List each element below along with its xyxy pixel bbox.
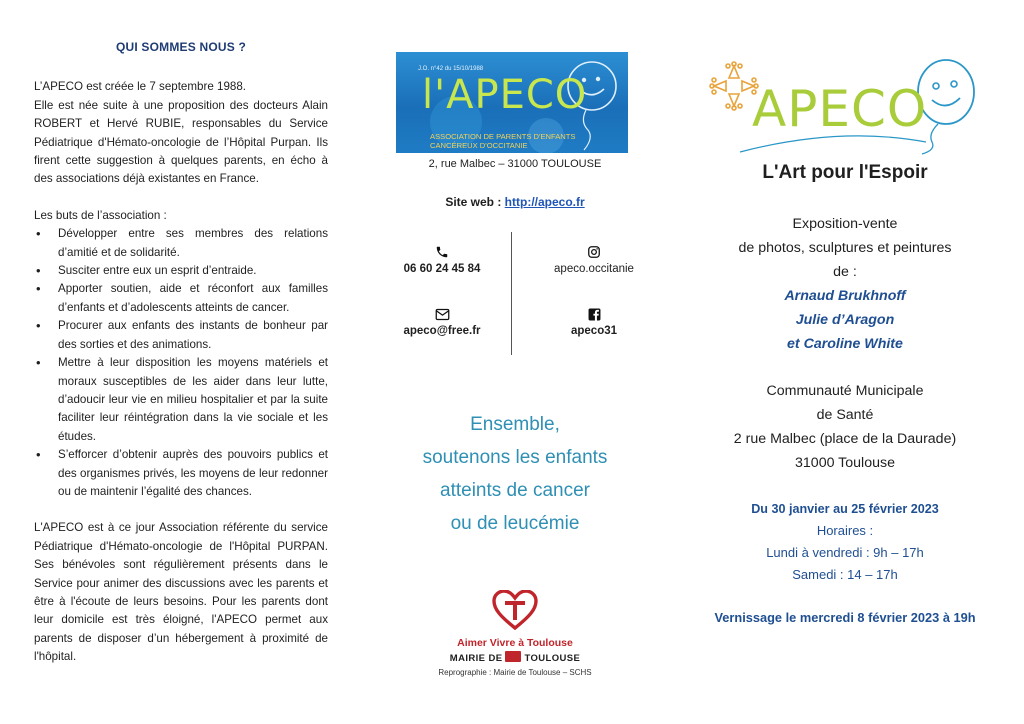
phone-number[interactable]: 06 60 24 45 84: [403, 263, 481, 275]
goals-title: Les buts de l’association :: [34, 208, 167, 222]
facebook-contact: [524, 308, 664, 337]
contact-section: [360, 0, 670, 724]
venue-line: Communauté Municipale: [766, 383, 924, 399]
hours-line: Samedi : 14 – 17h: [792, 567, 898, 582]
artist-name: Julie d’Aragon: [795, 312, 895, 328]
email-contact: [372, 308, 512, 337]
slogan-line: atteints de cancer: [440, 480, 590, 501]
expo-line: de photos, sculptures et peintures: [738, 240, 952, 256]
email-address[interactable]: apeco@free.fr: [403, 325, 481, 337]
banner-title: l'APECO: [422, 72, 588, 118]
list-item: • Apporter soutien, aide et réconfort aux familles d’enfants et d’adolescents atteints de cancer.: [34, 280, 328, 317]
vernissage-info: Vernissage le mercredi 8 février 2023 à 19h: [714, 610, 976, 625]
list-item: • Mettre à leur disposition les moyens matériels et moraux susceptibles de les aider dans leur lutte, d’adoucir leur vie en milieu hospitalier et par la suite faciliter leur réintégration dans la vie sociale et les études.: [34, 354, 328, 446]
heart-t-icon: [492, 590, 538, 630]
venue-line: 2 rue Malbec (place de la Daurade): [733, 431, 957, 447]
artist-name: Arnaud Brukhnoff: [784, 288, 906, 304]
opening-hours: [690, 520, 1000, 586]
facebook-handle[interactable]: apeco31: [570, 325, 618, 337]
about-section: [34, 38, 328, 667]
hours-line: Lundi à vendredi : 9h – 17h: [766, 545, 924, 560]
list-item: • S’efforcer d’obtenir auprès des pouvoirs publics et des organismes privés, les moyens de leur redonner ou de maintenir l’égalité des chances.: [34, 446, 328, 501]
slogan: [360, 408, 670, 540]
hours-line: Horaires :: [816, 523, 874, 538]
instagram-icon: [587, 245, 601, 259]
exhibition-section: [690, 0, 1000, 724]
slogan-line: Ensemble,: [470, 414, 560, 435]
artist-name: et Caroline White: [787, 336, 903, 352]
list-item: • Développer entre ses membres des relations d’amitié et de solidarité.: [34, 225, 328, 262]
exhibition-title: L'Art pour l'Espoir: [762, 162, 928, 183]
goals-list: [34, 225, 328, 501]
association-address: 2, rue Malbec – 31000 TOULOUSE: [428, 158, 602, 170]
slogan-line: soutenons les enfants: [422, 447, 608, 468]
mairie-de-text: MAIRIE DE: [449, 653, 503, 664]
venue-address: [690, 379, 1000, 475]
instagram-handle[interactable]: apeco.occitanie: [554, 263, 634, 275]
exhibition-description: [690, 212, 1000, 284]
facebook-icon: [588, 308, 601, 321]
intro-founding: L’APECO est créée le 7 septembre 1988.: [34, 80, 247, 94]
list-item: • Susciter entre eux un esprit d’entraide.: [34, 262, 328, 280]
mairie-logo: [360, 590, 670, 677]
artists-list: [690, 284, 1000, 356]
reprographie-credit: Reprographie : Mairie de Toulouse – SCHS: [438, 668, 592, 677]
website-line: [360, 195, 670, 209]
about-heading: QUI SOMMES NOUS ?: [115, 40, 247, 54]
instagram-contact: [524, 245, 664, 275]
toulouse-flag-icon: [505, 651, 521, 662]
phone-contact: [372, 245, 512, 275]
venue-line: de Santé: [816, 407, 874, 423]
intro-origin: Elle est née suite à une proposition des docteurs Alain ROBERT et Hervé RUBIE, responsables du Service Pédiatrique d'Hémato-oncologie de l’Hôpital Purpan. Ils firent cette suggestion à quelques parents, en écho à des associations déjà existantes en France.: [34, 98, 328, 186]
exhibition-dates: Du 30 janvier au 25 février 2023: [751, 502, 939, 516]
apeco-logo: [700, 56, 990, 156]
mail-icon: [435, 308, 450, 321]
toulouse-text: TOULOUSE: [524, 653, 581, 664]
slogan-line: ou de leucémie: [450, 513, 580, 534]
banner-subtitle: ASSOCIATION DE PARENTS D'ENFANTS CANCÉREUX D'OCCITANIE: [430, 132, 576, 150]
venue-line: 31000 Toulouse: [795, 455, 895, 471]
expo-line: de :: [833, 264, 857, 280]
logo-text: APECO: [752, 80, 928, 138]
apeco-banner-logo: [396, 52, 628, 153]
mairie-brand: Aimer Vivre à Toulouse: [457, 637, 573, 649]
mairie-name: [360, 651, 670, 664]
phone-icon: [435, 245, 449, 259]
expo-line: Exposition-vente: [792, 216, 898, 232]
closing-paragraph: L'APECO est à ce jour Association référente du service Pédiatrique d'Hémato-oncologie de l'Hôpital PURPAN. Ses bénévoles sont régulièrement présents dans le Service pour animer des discussions avec les parents et être à l'écoute de leurs besoins. Pour les parents dont leur domicile est très éloigné, l'APECO permet aux parents de disposer d’un hébergement à proximité de l'hôpital.: [34, 521, 328, 664]
website-link[interactable]: http://apeco.fr: [504, 195, 585, 209]
list-item: • Procurer aux enfants des instants de bonheur par des sorties et des animations.: [34, 317, 328, 354]
website-label: Site web :: [445, 195, 505, 209]
registration-text: J.O. n°42 du 15/10/1988: [418, 66, 484, 72]
